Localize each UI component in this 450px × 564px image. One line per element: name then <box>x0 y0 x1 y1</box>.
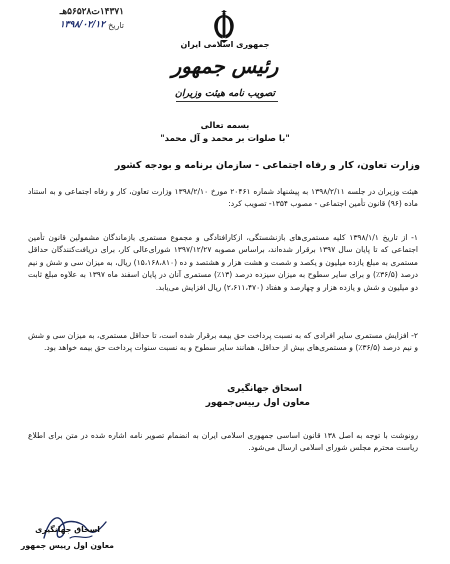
republic-heading: جمهوری اسلامی ایران <box>180 40 270 49</box>
decree-clause-1: ۱- از تاریخ ۱۳۹۸/۱/۱ کلیه مستمری‌های بازنشستگی، ازکارافتادگی و مجموع مستمری بازماندگان مشمولین قانون تأمین اجتماعی که تا پایان سال ۱۳۹۷ برقرار شده‌اند، براساس مصوبه ۱۳۹۷/۱۲/۲۷ شورای‌عالی کار، برای دریافت‌کنندگان حداقل مستمری به مبلغ یازده میلیون و یکصد و شصت و هشت هزار و هشتصد و ده (۱۵،۱۶۸،۸۱۰) ریال، به میزان سی و شش و نیم درصد (۳۶/۵٪) و برای سایر سطوح به میزان سیزده درصد (۱۳٪) مستمری آنان در پایان اسفند ماه ۱۳۹۷ به علاوه مبلغ ثابت دو میلیون و شش و یازده هزار و چهارصد و هفتاد (۲،۶۱۱،۴۷۰) ریال افزایش می‌یابد. <box>28 233 419 292</box>
signatory-name: اسحاق جهانگیری <box>227 384 302 394</box>
reference-number: ۱۴۳۷۱ت۵۶۵۲۸هـ <box>59 7 124 17</box>
copy-signatory-name: اسحاق جهانگیری <box>35 525 100 534</box>
heading-underline <box>176 101 278 102</box>
cabinet-decree-heading: تصویب نامه هیئت وزیران <box>174 88 276 99</box>
president-heading: رئیس جمهور <box>171 54 279 78</box>
reference-stamp <box>6 6 124 32</box>
salawat-line: "با صلوات بر محمد و آل محمد" <box>160 134 290 144</box>
addressee-line: وزارت تعاون، کار و رفاه اجتماعی - سازمان برنامه و بودجه کشور <box>114 160 420 171</box>
date-label: تاریخ <box>108 21 124 30</box>
reference-date-row <box>6 19 124 32</box>
decree-intro-paragraph: هیئت وزیران در جلسه ۱۳۹۸/۲/۱۱ به پیشنهاد شماره ۲۰۴۶۱ مورخ ۱۳۹۸/۲/۱۰ وزارت تعاون، کار و رفاه اجتماعی و به استناد ماده (۹۶) قانون تأمین اجتماعی - مصوب ۱۳۵۴- تصویب کرد: <box>28 187 418 209</box>
reference-number-row <box>6 6 124 19</box>
reference-date: ۱۳۹۸/۰۲/۱۲ <box>59 20 106 30</box>
national-emblem-icon <box>209 10 239 44</box>
copy-signatory-title: معاون اول رییس جمهور <box>20 541 114 550</box>
bismillah-line: بسمه تعالی <box>200 121 250 131</box>
signatory-title: معاون اول رییس‌جمهور <box>205 398 310 408</box>
decree-clause-2: ۲- افزایش مستمری سایر افرادی که به نسبت پرداخت حق بیمه برقرار شده است، تا حداقل مستمری، به میزان سی و شش و نیم درصد (۳۶/۵٪) و مستمری‌های بیش از حداقل، همانند سایر سطوح و به نسبت سنوات پرداخت حق بیمه خواهد بود. <box>28 331 418 353</box>
copy-notice-paragraph: رونوشت با توجه به اصل ۱۳۸ قانون اساسی جمهوری اسلامی ایران به انضمام تصویر نامه اشاره شده در متن برای اطلاع ریاست محترم مجلس شورای اسلامی ارسال می‌شود. <box>28 431 418 453</box>
